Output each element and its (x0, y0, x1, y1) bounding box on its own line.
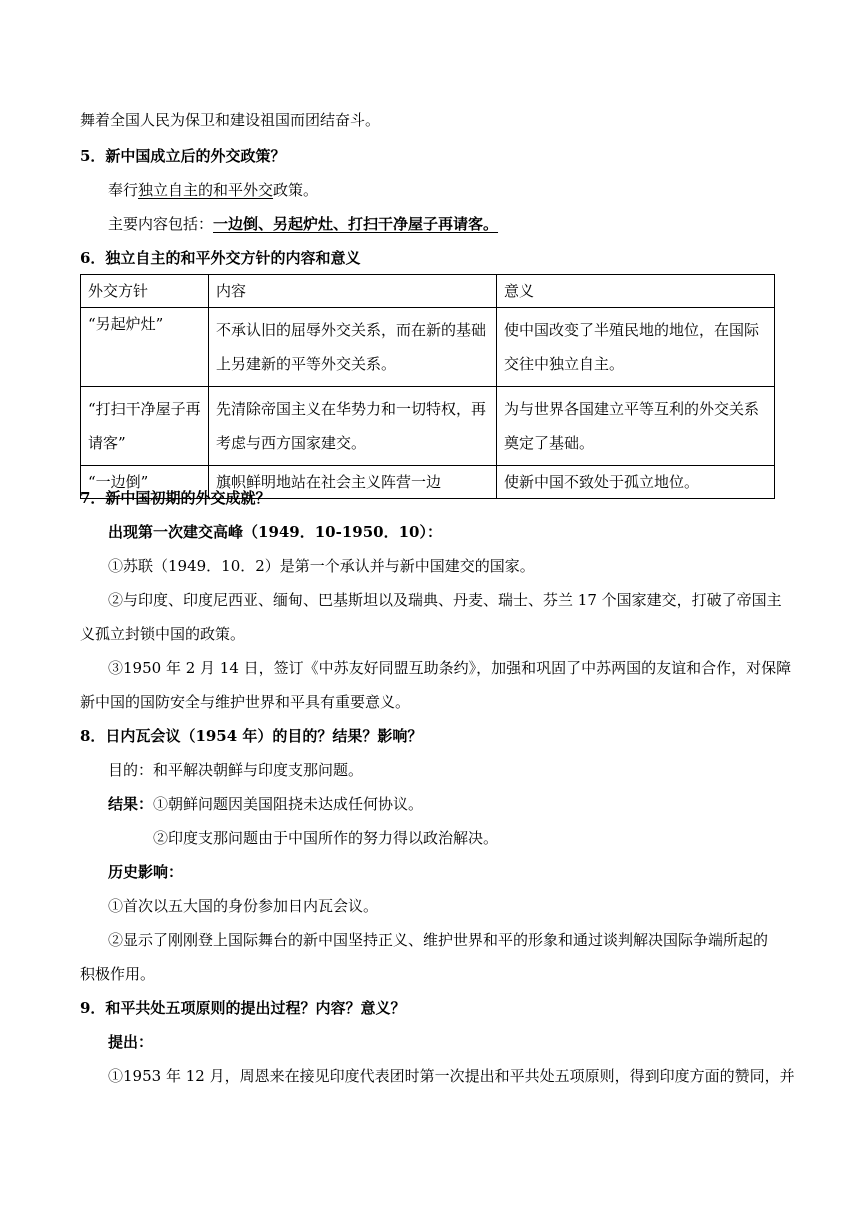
heading-q5: 5．新中国成立后的外交政策？ (80, 147, 286, 165)
paragraph-impact-1: ①首次以五大国的身份参加日内瓦会议。 (108, 897, 379, 915)
table-cell: 使新中国不致处于孤立地位。 (497, 466, 775, 499)
text-span: 政策。 (273, 181, 319, 199)
table-cell: 为与世界各国建立平等互利的外交关系奠定了基础。 (497, 387, 775, 466)
text-span: 奉行 (108, 181, 139, 199)
paragraph-treaty: ③1950 年 2 月 14 日，签订《中苏友好同盟互助条约》，加强和巩固了中苏两国的友谊和合作，对保障 (108, 659, 792, 677)
table-header-row (81, 275, 775, 308)
table-cell: “一边倒” (81, 466, 209, 499)
heading-q8: 8．日内瓦会议（1954 年）的目的？结果？影响？ (80, 727, 423, 745)
subheading-first-peak: 出现第一次建交高峰（1949．10-1950．10）： (108, 523, 442, 541)
table-cell: 不承认旧的屈辱外交关系，而在新的基础上另建新的平等外交关系。 (209, 308, 497, 387)
table-cell: 使中国改变了半殖民地的地位，在国际交往中独立自主。 (497, 308, 775, 387)
table-row (81, 308, 775, 387)
subheading-impact: 历史影响： (108, 863, 184, 881)
table-cell: “另起炉灶” (81, 308, 209, 387)
label-result: 结果： (108, 795, 154, 813)
paragraph-geneva-result-2: ②印度支那问题由于中国所作的努力得以政治解决。 (153, 829, 499, 847)
heading-q6: 6．独立自主的和平外交方针的内容和意义 (80, 249, 361, 267)
underlined-term: 独立自主的和平外交 (138, 181, 274, 199)
heading-q7: 7．新中国初期的外交成就？ (80, 489, 271, 507)
paragraph-17-countries: ②与印度、印度尼西亚、缅甸、巴基斯坦以及瑞典、丹麦、瑞士、芬兰 17 个国家建交，打破了帝国主 (108, 591, 782, 609)
paragraph-impact-2: ②显示了刚刚登上国际舞台的新中国坚持正义、维护世界和平的形象和通过谈判解决国际争端所起的 (108, 931, 769, 949)
text-span: 主要内容包括： (108, 215, 214, 233)
table-cell: “打扫干净屋子再请客” (81, 387, 209, 466)
underlined-term: 一边倒、另起炉灶、打扫干净屋子再请客。 (213, 215, 499, 233)
subheading-proposal: 提出： (108, 1033, 154, 1051)
paragraph-treaty-cont: 新中国的国防安全与维护世界和平具有重要意义。 (80, 693, 411, 711)
heading-q9: 9．和平共处五项原则的提出过程？内容？意义？ (80, 999, 406, 1017)
paragraph-proposal-1: ①1953 年 12 月，周恩来在接见印度代表团时第一次提出和平共处五项原则，得到印度方面的赞同，并 (108, 1067, 795, 1085)
paragraph-geneva-purpose: 目的：和平解决朝鲜与印度支那问题。 (108, 761, 364, 779)
text-span: ①朝鲜问题因美国阻挠未达成任何协议。 (153, 795, 424, 813)
paragraph-continuation: 舞着全国人民为保卫和建设祖国而团结奋斗。 (80, 111, 381, 129)
table-row (81, 387, 775, 466)
paragraph-q5-content (108, 214, 498, 234)
table-header-cell: 内容 (209, 275, 497, 308)
paragraph-impact-2-cont: 积极作用。 (80, 965, 156, 983)
paragraph-q5-policy (108, 180, 318, 200)
paragraph-17-countries-cont: 义孤立封锁中国的政策。 (80, 625, 246, 643)
table-header-cell: 外交方针 (81, 275, 209, 308)
policy-table (80, 274, 775, 499)
table-cell: 先清除帝国主义在华势力和一切特权，再考虑与西方国家建交。 (209, 387, 497, 466)
table-header-cell: 意义 (497, 275, 775, 308)
table-cell: 旗帜鲜明地站在社会主义阵营一边 (209, 466, 497, 499)
paragraph-soviet-union: ①苏联（1949．10．2）是第一个承认并与新中国建交的国家。 (108, 557, 535, 575)
paragraph-geneva-result (108, 794, 423, 814)
